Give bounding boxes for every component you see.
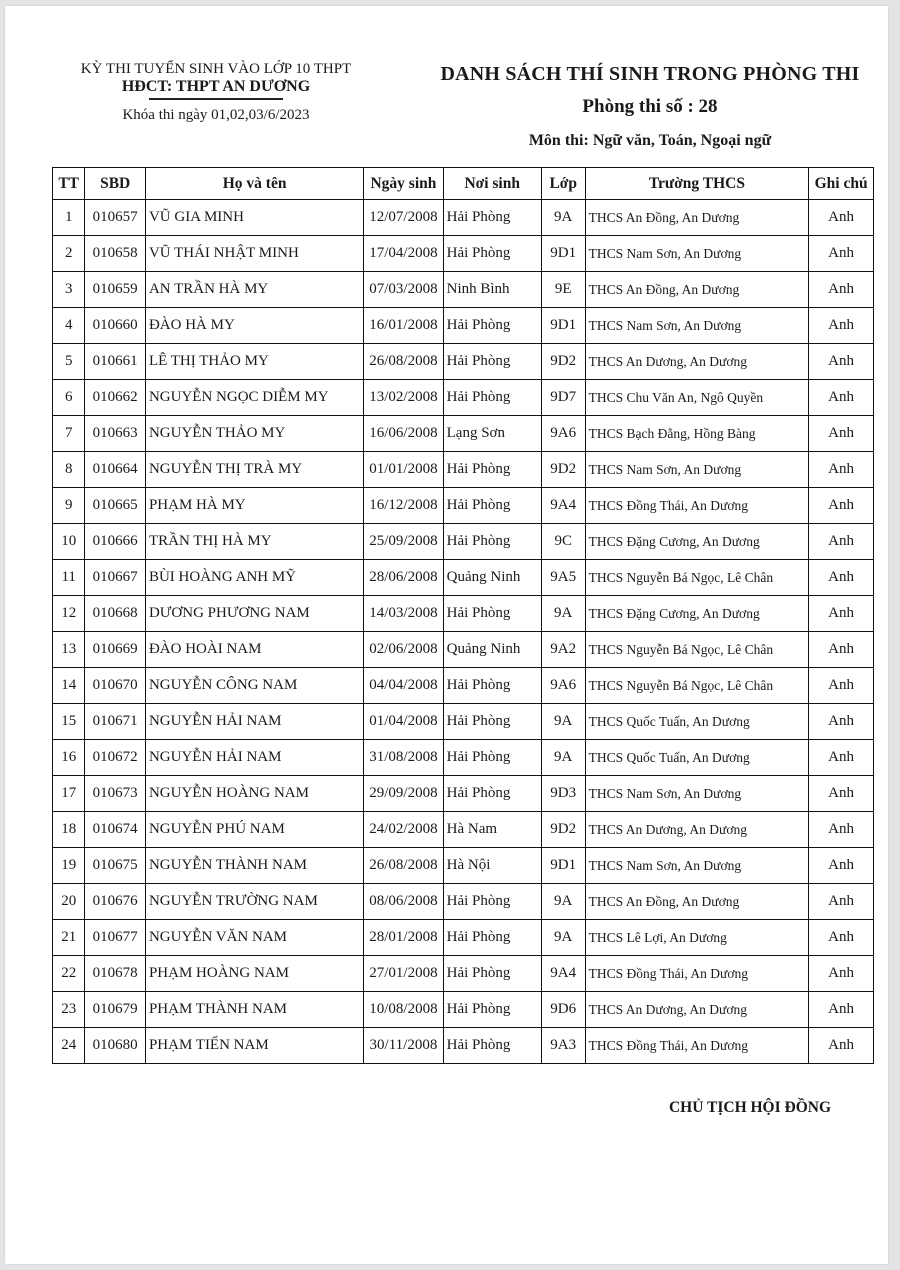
cell-birthplace: Hải Phòng — [443, 956, 541, 992]
cell-name: NGUYỄN PHÚ NAM — [145, 812, 363, 848]
cell-school: THCS An Dương, An Dương — [585, 812, 809, 848]
cell-note: Anh — [809, 704, 874, 740]
cell-name: NGUYỄN HẢI NAM — [145, 740, 363, 776]
table-row — [53, 812, 874, 848]
cell-school: THCS Nam Sơn, An Dương — [585, 848, 809, 884]
cell-class: 9A4 — [541, 488, 585, 524]
cell-dob: 01/04/2008 — [364, 704, 443, 740]
cell-tt: 23 — [53, 992, 85, 1028]
cell-tt: 22 — [53, 956, 85, 992]
cell-school: THCS Nam Sơn, An Dương — [585, 308, 809, 344]
cell-school: THCS Nam Sơn, An Dương — [585, 236, 809, 272]
cell-class: 9A6 — [541, 668, 585, 704]
cell-dob: 26/08/2008 — [364, 848, 443, 884]
cell-sbd: 010658 — [85, 236, 146, 272]
cell-name: PHẠM HOÀNG NAM — [145, 956, 363, 992]
cell-note: Anh — [809, 380, 874, 416]
cell-sbd: 010680 — [85, 1028, 146, 1064]
column-header-name: Họ và tên — [145, 168, 363, 200]
cell-note: Anh — [809, 452, 874, 488]
cell-school: THCS Nguyễn Bá Ngọc, Lê Chân — [585, 668, 809, 704]
cell-birthplace: Hà Nam — [443, 812, 541, 848]
cell-birthplace: Hải Phòng — [443, 884, 541, 920]
cell-school: THCS Lê Lợi, An Dương — [585, 920, 809, 956]
cell-name: VŨ GIA MINH — [145, 200, 363, 236]
table-header-row — [53, 168, 874, 200]
cell-birthplace: Hải Phòng — [443, 236, 541, 272]
table-row — [53, 380, 874, 416]
column-header-sbd: SBD — [85, 168, 146, 200]
cell-class: 9C — [541, 524, 585, 560]
cell-tt: 2 — [53, 236, 85, 272]
cell-sbd: 010670 — [85, 668, 146, 704]
cell-sbd: 010679 — [85, 992, 146, 1028]
cell-dob: 29/09/2008 — [364, 776, 443, 812]
cell-sbd: 010663 — [85, 416, 146, 452]
cell-dob: 17/04/2008 — [364, 236, 443, 272]
exam-dates: Khóa thi ngày 01,02,03/6/2023 — [122, 106, 310, 123]
cell-sbd: 010673 — [85, 776, 146, 812]
table-row — [53, 308, 874, 344]
cell-birthplace: Hải Phòng — [443, 1028, 541, 1064]
cell-tt: 20 — [53, 884, 85, 920]
cell-tt: 11 — [53, 560, 85, 596]
cell-dob: 08/06/2008 — [364, 884, 443, 920]
cell-school: THCS Quốc Tuấn, An Dương — [585, 704, 809, 740]
document-title: DANH SÁCH THÍ SINH TRONG PHÒNG THI — [440, 63, 860, 85]
table-row — [53, 632, 874, 668]
cell-note: Anh — [809, 1028, 874, 1064]
table-row — [53, 956, 874, 992]
cell-school: THCS Đồng Thái, An Dương — [585, 1028, 809, 1064]
cell-name: NGUYỄN THẢO MY — [145, 416, 363, 452]
cell-name: TRẦN THỊ HÀ MY — [145, 524, 363, 560]
cell-school: THCS An Đồng, An Dương — [585, 272, 809, 308]
cell-sbd: 010667 — [85, 560, 146, 596]
cell-tt: 13 — [53, 632, 85, 668]
cell-class: 9A — [541, 884, 585, 920]
cell-dob: 16/01/2008 — [364, 308, 443, 344]
cell-tt: 1 — [53, 200, 85, 236]
header-left — [55, 60, 377, 125]
cell-school: THCS Đồng Thái, An Dương — [585, 956, 809, 992]
cell-name: ĐÀO HOÀI NAM — [145, 632, 363, 668]
cell-birthplace: Hải Phòng — [443, 704, 541, 740]
cell-birthplace: Ninh Bình — [443, 272, 541, 308]
cell-school: THCS Bạch Đằng, Hồng Bàng — [585, 416, 809, 452]
cell-class: 9A — [541, 704, 585, 740]
cell-sbd: 010669 — [85, 632, 146, 668]
cell-sbd: 010659 — [85, 272, 146, 308]
cell-school: THCS Quốc Tuấn, An Dương — [585, 740, 809, 776]
cell-sbd: 010672 — [85, 740, 146, 776]
cell-tt: 21 — [53, 920, 85, 956]
cell-school: THCS An Dương, An Dương — [585, 344, 809, 380]
cell-dob: 13/02/2008 — [364, 380, 443, 416]
column-header-school: Trường THCS — [585, 168, 809, 200]
cell-birthplace: Hải Phòng — [443, 344, 541, 380]
cell-class: 9E — [541, 272, 585, 308]
cell-tt: 9 — [53, 488, 85, 524]
cell-school: THCS Đặng Cương, An Dương — [585, 524, 809, 560]
cell-sbd: 010678 — [85, 956, 146, 992]
table-row — [53, 416, 874, 452]
cell-tt: 10 — [53, 524, 85, 560]
cell-note: Anh — [809, 272, 874, 308]
cell-class: 9A4 — [541, 956, 585, 992]
cell-school: THCS Nguyễn Bá Ngọc, Lê Chân — [585, 632, 809, 668]
cell-note: Anh — [809, 992, 874, 1028]
cell-birthplace: Quảng Ninh — [443, 632, 541, 668]
cell-sbd: 010664 — [85, 452, 146, 488]
cell-dob: 16/12/2008 — [364, 488, 443, 524]
cell-name: NGUYỄN THÀNH NAM — [145, 848, 363, 884]
cell-note: Anh — [809, 596, 874, 632]
cell-note: Anh — [809, 488, 874, 524]
cell-name: LÊ THỊ THẢO MY — [145, 344, 363, 380]
cell-birthplace: Quảng Ninh — [443, 560, 541, 596]
cell-tt: 4 — [53, 308, 85, 344]
cell-name: BÙI HOÀNG ANH MỸ — [145, 560, 363, 596]
cell-birthplace: Hà Nội — [443, 848, 541, 884]
cell-class: 9D6 — [541, 992, 585, 1028]
table-row — [53, 560, 874, 596]
cell-name: AN TRẦN HÀ MY — [145, 272, 363, 308]
cell-birthplace: Hải Phòng — [443, 992, 541, 1028]
cell-birthplace: Hải Phòng — [443, 920, 541, 956]
cell-sbd: 010671 — [85, 704, 146, 740]
cell-school: THCS Chu Văn An, Ngô Quyền — [585, 380, 809, 416]
cell-note: Anh — [809, 884, 874, 920]
cell-name: NGUYỄN VĂN NAM — [145, 920, 363, 956]
room-number: Phòng thi số : 28 — [582, 96, 718, 117]
cell-note: Anh — [809, 308, 874, 344]
signature-title: CHỦ TỊCH HỘI ĐỒNG — [668, 1099, 832, 1116]
table-row — [53, 236, 874, 272]
cell-name: NGUYỄN CÔNG NAM — [145, 668, 363, 704]
cell-name: PHẠM HÀ MY — [145, 488, 363, 524]
cell-tt: 6 — [53, 380, 85, 416]
table-row — [53, 704, 874, 740]
column-header-note: Ghi chú — [809, 168, 874, 200]
cell-note: Anh — [809, 236, 874, 272]
cell-tt: 7 — [53, 416, 85, 452]
cell-birthplace: Hải Phòng — [443, 452, 541, 488]
cell-school: THCS An Dương, An Dương — [585, 992, 809, 1028]
cell-dob: 28/01/2008 — [364, 920, 443, 956]
table-row — [53, 488, 874, 524]
cell-sbd: 010660 — [85, 308, 146, 344]
cell-dob: 10/08/2008 — [364, 992, 443, 1028]
cell-dob: 30/11/2008 — [364, 1028, 443, 1064]
cell-tt: 12 — [53, 596, 85, 632]
cell-school: THCS Nguyễn Bá Ngọc, Lê Chân — [585, 560, 809, 596]
cell-sbd: 010677 — [85, 920, 146, 956]
cell-note: Anh — [809, 812, 874, 848]
cell-note: Anh — [809, 632, 874, 668]
cell-birthplace: Hải Phòng — [443, 740, 541, 776]
cell-note: Anh — [809, 560, 874, 596]
cell-name: PHẠM TIẾN NAM — [145, 1028, 363, 1064]
cell-tt: 15 — [53, 704, 85, 740]
cell-dob: 16/06/2008 — [364, 416, 443, 452]
cell-school: THCS Đồng Thái, An Dương — [585, 488, 809, 524]
cell-class: 9A5 — [541, 560, 585, 596]
cell-note: Anh — [809, 740, 874, 776]
table-row — [53, 740, 874, 776]
cell-note: Anh — [809, 956, 874, 992]
cell-note: Anh — [809, 524, 874, 560]
cell-birthplace: Hải Phòng — [443, 776, 541, 812]
cell-tt: 17 — [53, 776, 85, 812]
cell-class: 9A — [541, 740, 585, 776]
cell-tt: 8 — [53, 452, 85, 488]
cell-school: THCS An Đồng, An Dương — [585, 884, 809, 920]
cell-name: PHẠM THÀNH NAM — [145, 992, 363, 1028]
cell-school: THCS An Đồng, An Dương — [585, 200, 809, 236]
table-row — [53, 344, 874, 380]
cell-dob: 07/03/2008 — [364, 272, 443, 308]
table-row — [53, 452, 874, 488]
cell-tt: 14 — [53, 668, 85, 704]
cell-dob: 26/08/2008 — [364, 344, 443, 380]
cell-note: Anh — [809, 668, 874, 704]
exam-title: KỲ THI TUYỂN SINH VÀO LỚP 10 THPT — [80, 61, 352, 77]
cell-class: 9D2 — [541, 812, 585, 848]
cell-class: 9D7 — [541, 380, 585, 416]
cell-birthplace: Hải Phòng — [443, 524, 541, 560]
cell-name: NGUYỄN THỊ TRÀ MY — [145, 452, 363, 488]
cell-class: 9A — [541, 200, 585, 236]
cell-sbd: 010675 — [85, 848, 146, 884]
cell-note: Anh — [809, 416, 874, 452]
cell-dob: 27/01/2008 — [364, 956, 443, 992]
cell-tt: 5 — [53, 344, 85, 380]
cell-name: NGUYỄN HOÀNG NAM — [145, 776, 363, 812]
cell-sbd: 010661 — [85, 344, 146, 380]
exam-subjects: Môn thi: Ngữ văn, Toán, Ngoại ngữ — [528, 132, 772, 149]
cell-name: DƯƠNG PHƯƠNG NAM — [145, 596, 363, 632]
cell-note: Anh — [809, 848, 874, 884]
table-row — [53, 272, 874, 308]
cell-class: 9A — [541, 596, 585, 632]
cell-dob: 12/07/2008 — [364, 200, 443, 236]
cell-class: 9A — [541, 920, 585, 956]
column-header-birthplace: Nơi sinh — [443, 168, 541, 200]
cell-class: 9A3 — [541, 1028, 585, 1064]
cell-name: NGUYỄN NGỌC DIỄM MY — [145, 380, 363, 416]
table-row — [53, 920, 874, 956]
column-header-tt: TT — [53, 168, 85, 200]
table-row — [53, 668, 874, 704]
column-header-class: Lớp — [541, 168, 585, 200]
cell-class: 9D2 — [541, 344, 585, 380]
table-row — [53, 524, 874, 560]
header-underline — [149, 98, 283, 100]
cell-class: 9A2 — [541, 632, 585, 668]
cell-dob: 28/06/2008 — [364, 560, 443, 596]
table-row — [53, 200, 874, 236]
cell-birthplace: Hải Phòng — [443, 380, 541, 416]
cell-dob: 01/01/2008 — [364, 452, 443, 488]
cell-birthplace: Lạng Sơn — [443, 416, 541, 452]
cell-birthplace: Hải Phòng — [443, 668, 541, 704]
cell-tt: 18 — [53, 812, 85, 848]
cell-tt: 24 — [53, 1028, 85, 1064]
cell-class: 9A6 — [541, 416, 585, 452]
column-header-dob: Ngày sinh — [364, 168, 443, 200]
cell-birthplace: Hải Phòng — [443, 200, 541, 236]
cell-name: VŨ THÁI NHẬT MINH — [145, 236, 363, 272]
cell-sbd: 010666 — [85, 524, 146, 560]
cell-name: ĐÀO HÀ MY — [145, 308, 363, 344]
document-page — [5, 6, 888, 1264]
table-row — [53, 848, 874, 884]
cell-sbd: 010676 — [85, 884, 146, 920]
cell-school: THCS Nam Sơn, An Dương — [585, 452, 809, 488]
cell-birthplace: Hải Phòng — [443, 488, 541, 524]
cell-dob: 25/09/2008 — [364, 524, 443, 560]
cell-name: NGUYỄN TRƯỜNG NAM — [145, 884, 363, 920]
council-name: HĐCT: THPT AN DƯƠNG — [121, 78, 311, 95]
cell-dob: 04/04/2008 — [364, 668, 443, 704]
cell-birthplace: Hải Phòng — [443, 308, 541, 344]
table-row — [53, 596, 874, 632]
cell-class: 9D1 — [541, 848, 585, 884]
table-row — [53, 776, 874, 812]
table-row — [53, 1028, 874, 1064]
header-right — [405, 61, 895, 151]
cell-note: Anh — [809, 344, 874, 380]
cell-sbd: 010665 — [85, 488, 146, 524]
table-row — [53, 884, 874, 920]
cell-tt: 16 — [53, 740, 85, 776]
cell-name: NGUYỄN HẢI NAM — [145, 704, 363, 740]
cell-school: THCS Đặng Cương, An Dương — [585, 596, 809, 632]
cell-class: 9D1 — [541, 236, 585, 272]
cell-tt: 3 — [53, 272, 85, 308]
cell-note: Anh — [809, 200, 874, 236]
cell-sbd: 010657 — [85, 200, 146, 236]
cell-dob: 02/06/2008 — [364, 632, 443, 668]
candidate-table — [52, 167, 874, 1064]
cell-note: Anh — [809, 776, 874, 812]
cell-class: 9D2 — [541, 452, 585, 488]
cell-school: THCS Nam Sơn, An Dương — [585, 776, 809, 812]
cell-dob: 31/08/2008 — [364, 740, 443, 776]
cell-tt: 19 — [53, 848, 85, 884]
cell-sbd: 010668 — [85, 596, 146, 632]
cell-dob: 14/03/2008 — [364, 596, 443, 632]
cell-dob: 24/02/2008 — [364, 812, 443, 848]
cell-sbd: 010662 — [85, 380, 146, 416]
cell-birthplace: Hải Phòng — [443, 596, 541, 632]
cell-class: 9D1 — [541, 308, 585, 344]
cell-note: Anh — [809, 920, 874, 956]
table-row — [53, 992, 874, 1028]
cell-sbd: 010674 — [85, 812, 146, 848]
cell-class: 9D3 — [541, 776, 585, 812]
